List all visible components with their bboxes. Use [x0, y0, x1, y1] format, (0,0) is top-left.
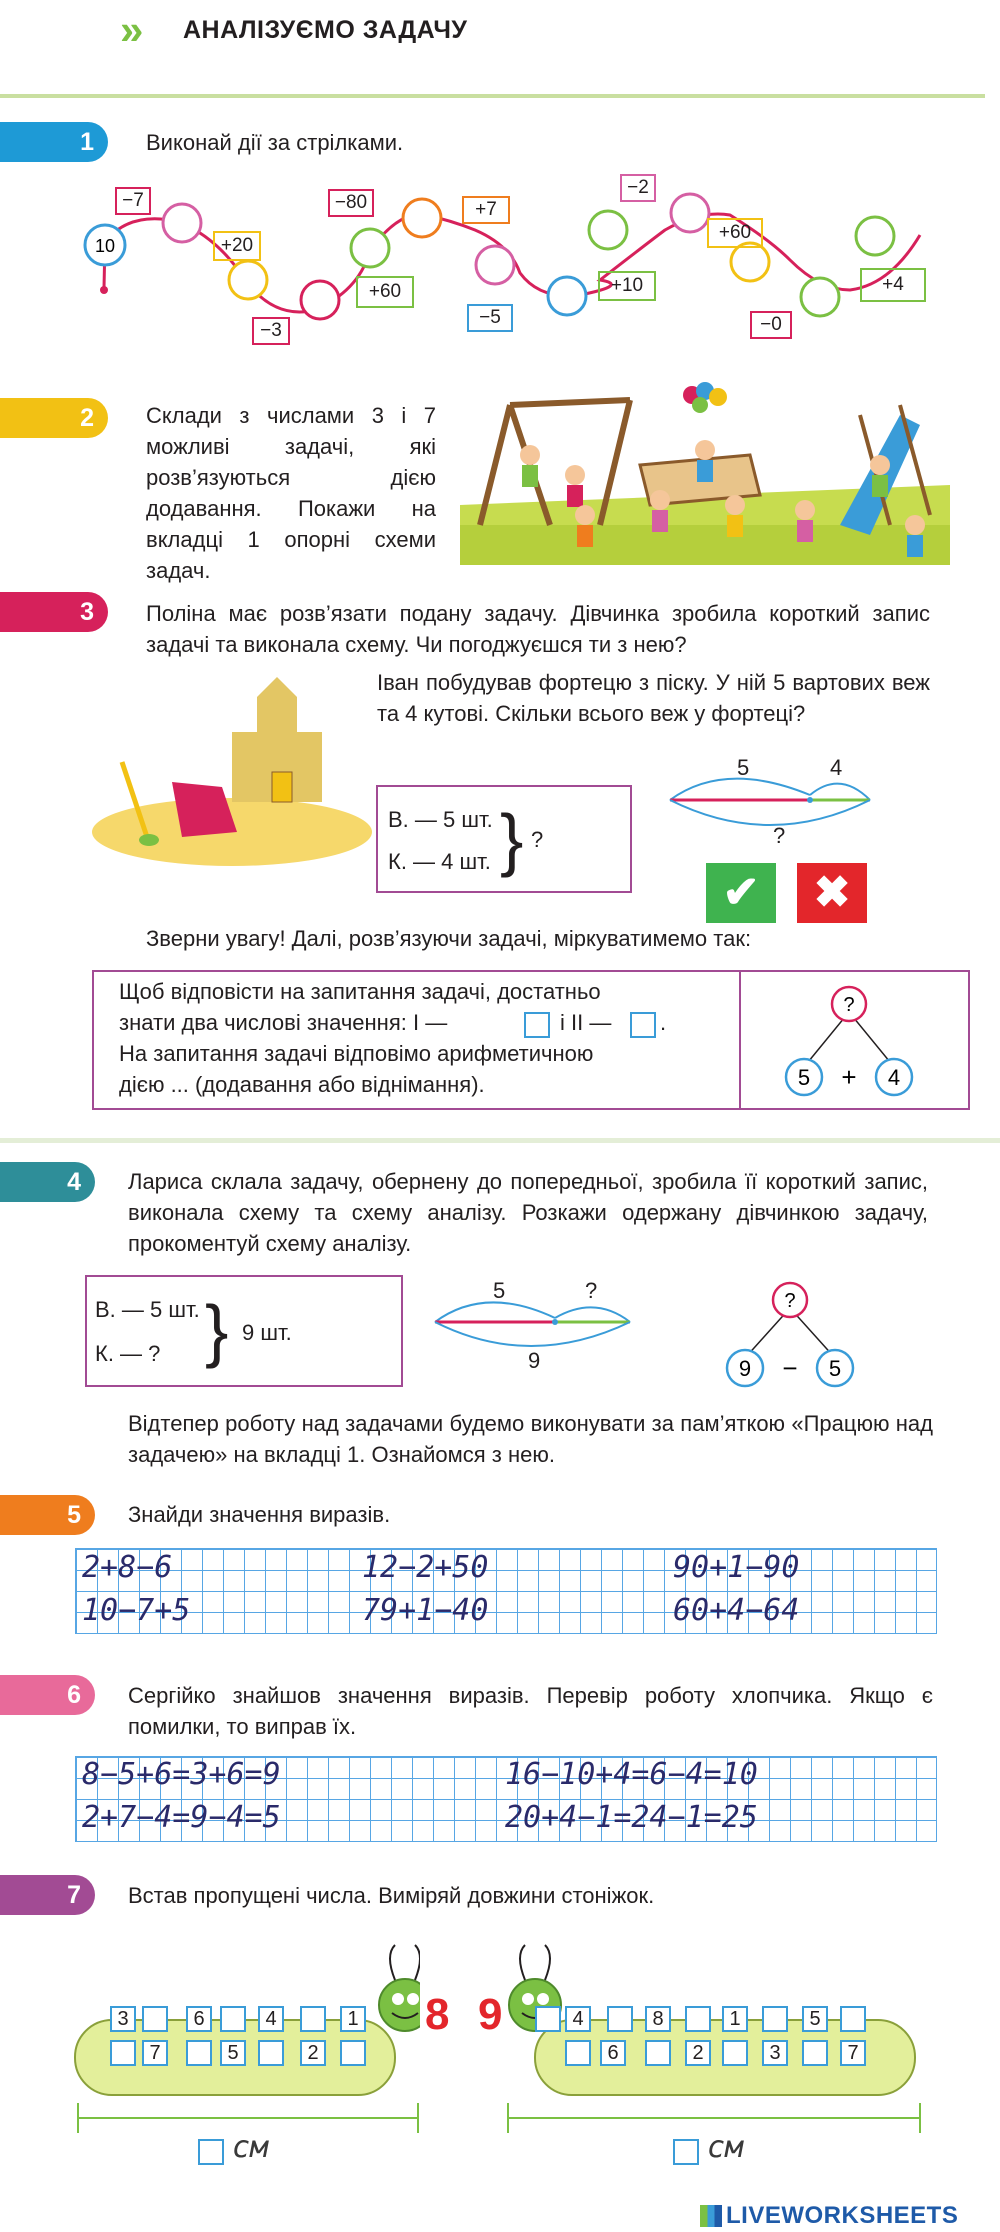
rule-line-2c: . [660, 1010, 667, 1035]
scheme-label-a: 5 [737, 755, 750, 780]
caterpillar-2-blank[interactable] [607, 2006, 633, 2032]
caterpillar-1-cell: 5 [220, 2040, 246, 2066]
task-3-text: Поліна має розв’язати подану задачу. Дівчинка зробила короткий запис задачі та виконала схему. Чи погоджуєшся ти з нею? [146, 601, 930, 657]
header-chevron-icon: » [120, 6, 144, 53]
task-number-2: 2 [0, 398, 108, 438]
ruler-end [77, 2103, 79, 2133]
op-box: −2 [620, 174, 656, 202]
caterpillar-2-cell: 2 [685, 2040, 711, 2066]
caterpillar-2-blank[interactable] [722, 2040, 748, 2066]
header-divider [0, 94, 985, 98]
caterpillar-2-cell: 4 [565, 2006, 591, 2032]
caterpillar-2-cell: 6 [600, 2040, 626, 2066]
rule-line-1: Щоб відповісти на запитання задачі, достатньо [119, 979, 601, 1004]
op-box: −5 [467, 304, 513, 332]
analysis-tree-4 [700, 1280, 880, 1390]
caterpillar-2-cell: 5 [802, 2006, 828, 2032]
expression: 20+4−1=24−1=25 [505, 1800, 758, 1835]
task-number-5: 5 [0, 1495, 95, 1535]
tree-top: ? [784, 1290, 796, 1312]
tree-left: 5 [797, 1065, 811, 1090]
footer-brand: LIVEWORKSHEETS [726, 2202, 959, 2229]
caterpillar-1-cell: 7 [142, 2040, 168, 2066]
rule-line-3: На запитання задачі відповімо арифметичною [119, 1041, 594, 1066]
record-brace: } [500, 800, 524, 878]
op-box: −0 [750, 311, 792, 339]
caterpillar-1-blank[interactable] [142, 2006, 168, 2032]
caterpillar-1-cell: 2 [300, 2040, 326, 2066]
task-number-3: 3 [0, 592, 108, 632]
chain-start-number: 10 [94, 236, 116, 256]
caterpillar-2-blank[interactable] [840, 2006, 866, 2032]
tree-op: − [782, 1353, 798, 1383]
caterpillar-2-cell: 7 [840, 2040, 866, 2066]
playground-illustration [460, 375, 950, 565]
caterpillar-2-tag: 9 [478, 1990, 503, 2039]
rule-line-4: дією ... (додавання або віднімання). [119, 1072, 485, 1097]
ruler-end [919, 2103, 921, 2133]
record-line-1: В. — 5 шт. [95, 1297, 200, 1322]
length-blank-2[interactable] [673, 2139, 699, 2165]
caterpillar-1-blank[interactable] [300, 2006, 326, 2032]
sand-castle-illustration [92, 672, 372, 872]
expression: 12−2+50 [362, 1550, 489, 1585]
task-1-chain [70, 170, 970, 350]
caterpillar-2-blank[interactable] [802, 2040, 828, 2066]
expression: 60+4−64 [673, 1593, 800, 1628]
task-3-problem: Іван побудував фортецю з піску. У ній 5 вартових веж та 4 кутові. Скільки всього веж у фортеці? [377, 670, 930, 726]
record-brace: } [205, 1291, 229, 1369]
caterpillar-2-cell: 3 [762, 2040, 788, 2066]
caterpillar-1-cell: 1 [340, 2006, 366, 2032]
caterpillar-2-blank[interactable] [762, 2006, 788, 2032]
task-4-note: Відтепер роботу над задачами будемо виконувати за пам’яткою «Працюю над задачею» на вкладці 1. Ознайомся з нею. [128, 1411, 933, 1467]
caterpillar-2-ruler [508, 2117, 920, 2119]
task-number-6: 6 [0, 1675, 95, 1715]
scheme-label-total: 9 [528, 1348, 541, 1373]
tree-right: 4 [887, 1065, 901, 1090]
scheme-label-b: 4 [830, 755, 843, 780]
page-title: АНАЛІЗУЄМО ЗАДАЧУ [183, 16, 468, 44]
task-2-text: Склади з числами 3 і 7 можливі задачі, які розв’язуються дією додавання. Покажи на вкладці 1 опорні схеми задач. [146, 403, 436, 583]
rule-blank-1[interactable] [524, 1012, 550, 1038]
op-box: +60 [707, 218, 763, 248]
scheme-label-total: ? [773, 823, 786, 848]
caterpillar-1-blank[interactable] [110, 2040, 136, 2066]
record-line-2: К. — 4 шт. [388, 849, 491, 874]
caterpillar-2-cell: 1 [722, 2006, 748, 2032]
tree-left: 9 [738, 1356, 752, 1381]
op-box: −80 [328, 189, 374, 217]
caterpillar-1-tag: 8 [425, 1990, 450, 2039]
task-5-text: Знайди значення виразів. [128, 1502, 391, 1527]
op-box: +4 [860, 268, 926, 302]
task-number-1: 1 [0, 122, 108, 162]
expression: 16−10+4=6−4=10 [505, 1757, 758, 1792]
rule-blank-2[interactable] [630, 1012, 656, 1038]
expression: 79+1−40 [362, 1593, 489, 1628]
rule-line-2b: і II — [560, 1010, 612, 1035]
task-number-7: 7 [0, 1875, 95, 1915]
task-6-text: Сергійко знайшов значення виразів. Перевір роботу хлопчика. Якщо є помилки, то виправ їх. [128, 1683, 933, 1739]
task-1-text: Виконай дії за стрілками. [146, 130, 404, 155]
caterpillar-1-ruler [78, 2117, 418, 2119]
caterpillar-1-cell: 4 [258, 2006, 284, 2032]
section-divider [0, 1138, 1000, 1143]
scheme-label-b: ? [585, 1278, 598, 1303]
scheme-label-a: 5 [493, 1278, 506, 1303]
tree-op: + [841, 1062, 857, 1092]
op-box: −7 [115, 187, 151, 215]
footer-logo-icon [700, 2205, 722, 2227]
caterpillar-2-cell: 8 [645, 2006, 671, 2032]
caterpillar-2-blank[interactable] [565, 2040, 591, 2066]
caterpillar-2-blank[interactable] [535, 2006, 561, 2032]
record-question: ? [531, 827, 544, 852]
task-5-grid [75, 1548, 937, 1634]
task-4-text: Лариса склала задачу, обернену до попередньої, зробила її короткий запис, виконала схему та схему аналізу. Розкажи одержану дівчинкою задачу, прокоментуй схему аналізу. [128, 1169, 928, 1256]
op-box: +60 [356, 276, 414, 308]
header [0, 0, 1000, 100]
record-line-2: К. — ? [95, 1341, 161, 1366]
expression: 2+7−4=9−4=5 [82, 1800, 281, 1835]
analysis-tree [759, 982, 939, 1102]
rule-divider [739, 972, 741, 1108]
op-box: −3 [252, 317, 290, 345]
disagree-button[interactable]: ✖ [797, 863, 867, 923]
caterpillar-1-blank[interactable] [258, 2040, 284, 2066]
caterpillar-1-blank[interactable] [340, 2040, 366, 2066]
length-unit-1: см [232, 2130, 269, 2165]
caterpillar-1-cell: 6 [186, 2006, 212, 2032]
expression: 10−7+5 [82, 1593, 191, 1628]
caterpillar-1-blank[interactable] [186, 2040, 212, 2066]
caterpillar-1-blank[interactable] [220, 2006, 246, 2032]
rule-box [92, 970, 970, 1110]
caterpillar-2-blank[interactable] [645, 2040, 671, 2066]
task-3-record [376, 785, 632, 893]
task-number-4: 4 [0, 1162, 95, 1202]
task-4-record [85, 1275, 403, 1387]
op-box: +10 [598, 271, 656, 301]
expression: 8−5+6=3+6=9 [82, 1757, 281, 1792]
length-unit-2: см [707, 2130, 744, 2165]
attention-text: Зверни увагу! Далі, розв’язуючи задачі, міркуватимемо так: [146, 926, 752, 951]
expression: 90+1−90 [673, 1550, 800, 1585]
caterpillar-1-cell: 3 [110, 2006, 136, 2032]
tree-top: ? [843, 994, 855, 1016]
tree-right: 5 [828, 1356, 842, 1381]
ruler-end [507, 2103, 509, 2133]
length-blank-1[interactable] [198, 2139, 224, 2165]
record-total: 9 шт. [242, 1320, 292, 1345]
ruler-end [417, 2103, 419, 2133]
rule-line-2a: знати два числові значення: I — [119, 1010, 448, 1035]
op-box: +7 [462, 196, 510, 224]
op-box: +20 [213, 231, 261, 261]
expression: 2+8−6 [82, 1550, 173, 1585]
record-line-1: В. — 5 шт. [388, 807, 493, 832]
agree-button[interactable]: ✔ [706, 863, 776, 923]
caterpillar-2-blank[interactable] [685, 2006, 711, 2032]
task-7-text: Встав пропущені числа. Виміряй довжини стоніжок. [128, 1883, 655, 1908]
